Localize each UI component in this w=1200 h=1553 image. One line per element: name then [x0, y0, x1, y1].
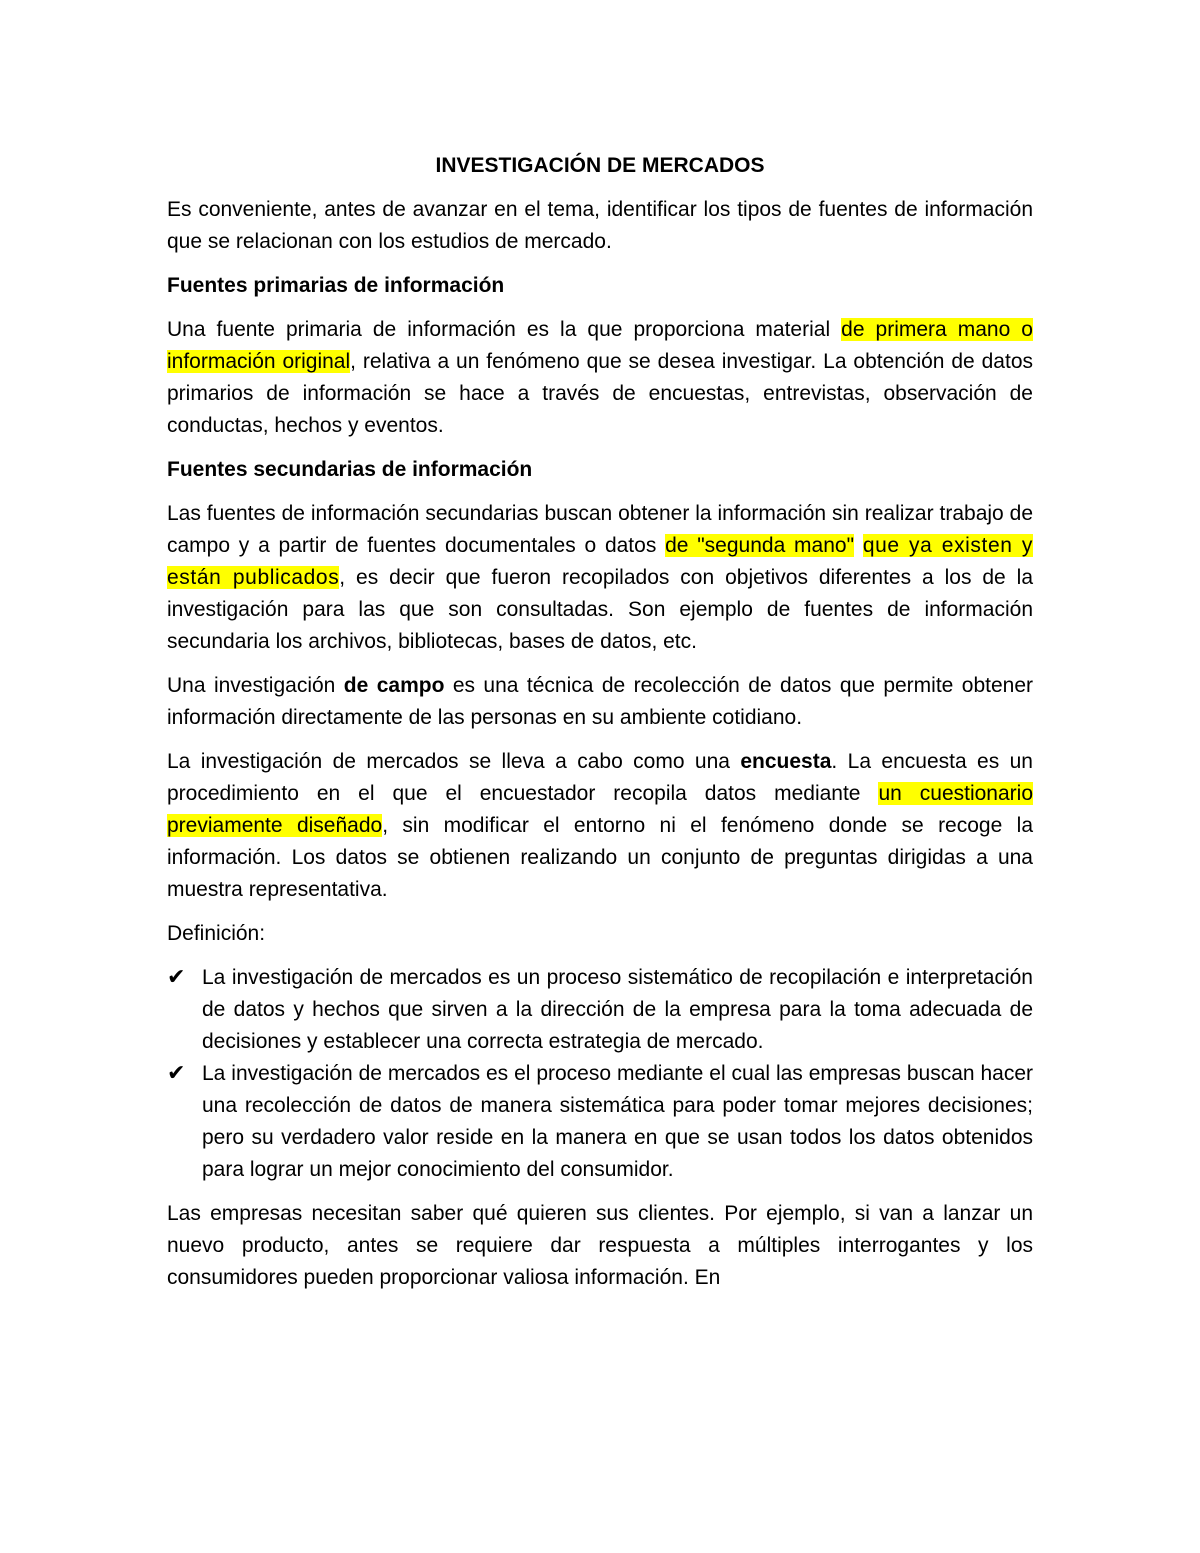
survey-text-after: , sin modificar el entorno ni el fenómeno donde se recoge la información. Los datos se obtienen realizando un conjunto de preguntas dirigidas a una muestra representativa. [167, 814, 1033, 901]
definition-list [167, 962, 1033, 1186]
field-research-paragraph [167, 670, 1033, 734]
primary-text-after: , relativa a un fenómeno que se desea investigar. La obtención de datos primarios de información se hace a través de encuestas, entrevistas, observación de conductas, hechos y eventos. [167, 350, 1033, 437]
definition-item [167, 1058, 1033, 1186]
secondary-sources-heading: Fuentes secundarias de información [167, 458, 533, 481]
primary-sources-paragraph [167, 314, 1033, 442]
primary-text-before: Una fuente primaria de información es la que proporciona material [167, 318, 842, 341]
intro-paragraph: Es conveniente, antes de avanzar en el tema, identificar los tipos de fuentes de información que se relacionan con los estudios de mercado. [167, 198, 1033, 253]
secondary-text-before: Las fuentes de información secundarias buscan obtener la información sin realizar trabajo de campo y a partir de fuentes documentales o datos [167, 502, 1033, 557]
definition-text: La investigación de mercados es un proceso sistemático de recopilación e interpretación de datos y hechos que sirven a la dirección de la empresa para la toma adecuada de decisiones y establecer una correcta estrategia de mercado. [202, 966, 1033, 1053]
field-text-before: Una investigación [167, 674, 344, 697]
check-icon: ✔ [167, 1061, 186, 1086]
definition-label: Definición: [167, 922, 266, 945]
closing-paragraph: Las empresas necesitan saber qué quieren sus clientes. Por ejemplo, si van a lanzar un nuevo producto, antes se requiere dar respuesta a múltiples interrogantes y los consumidores pueden proporcionar valiosa información. En [167, 1202, 1033, 1289]
secondary-highlight-1: de "segunda mano" [665, 534, 855, 557]
page-title: INVESTIGACIÓN DE MERCADOS [435, 154, 765, 177]
check-icon: ✔ [167, 965, 186, 990]
definition-item [167, 962, 1033, 1058]
secondary-text-after: , es decir que fueron recopilados con objetivos diferentes a los de la investigación para las que son consultadas. Son ejemplo de fuentes de información secundaria los archivos, bibliotecas, bases de datos, etc. [167, 566, 1033, 653]
survey-text-before: La investigación de mercados se lleva a cabo como una [167, 750, 741, 773]
survey-paragraph [167, 746, 1033, 906]
primary-sources-heading: Fuentes primarias de información [167, 274, 505, 297]
survey-bold-term: encuesta [740, 750, 832, 773]
secondary-sources-paragraph [167, 498, 1033, 658]
secondary-highlight-2: que ya existen y están publicados [167, 534, 1033, 589]
definition-text: La investigación de mercados es el proceso mediante el cual las empresas buscan hacer una recolección de datos de manera sistemática para poder tomar mejores decisiones; pero su verdadero valor reside en la manera en que se usan todos los datos obtenidos para lograr un mejor conocimiento del consumidor. [202, 1062, 1033, 1181]
field-text-after: es una técnica de recolección de datos que permite obtener información directamente de las personas en su ambiente cotidiano. [167, 674, 1033, 729]
survey-text-middle: . La encuesta es un procedimiento en el que el encuestador recopila datos mediante [167, 750, 1033, 805]
field-bold-term: de campo [343, 674, 445, 697]
primary-highlight: de primera mano o información original [167, 318, 1033, 373]
survey-highlight: un cuestionario previamente diseñado [167, 782, 1033, 837]
